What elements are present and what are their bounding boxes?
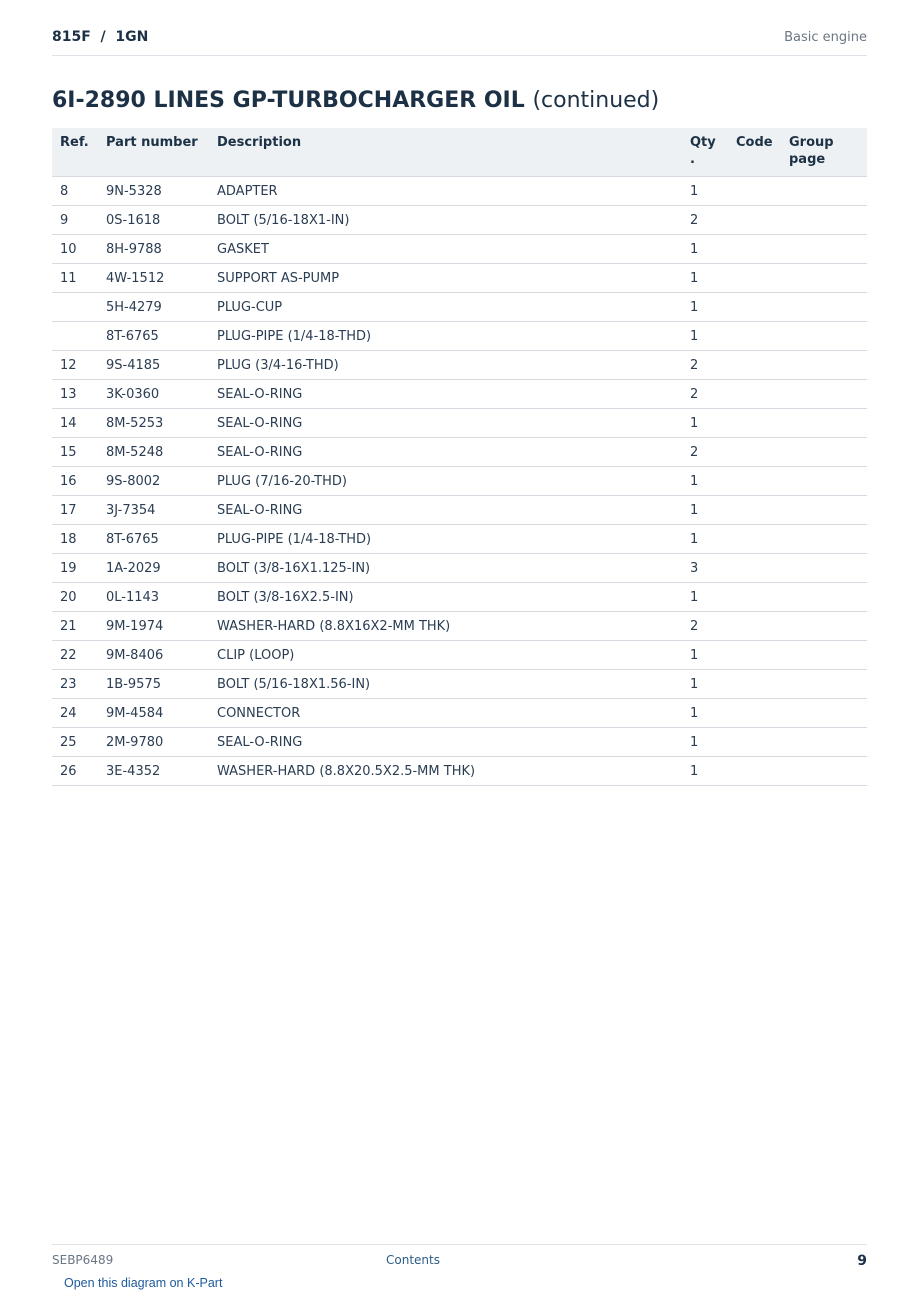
cell-code bbox=[728, 496, 781, 525]
cell-description: WASHER-HARD (8.8X16X2-MM THK) bbox=[209, 612, 682, 641]
cell-code bbox=[728, 728, 781, 757]
cell-ref bbox=[52, 293, 98, 322]
cell-code bbox=[728, 438, 781, 467]
table-row bbox=[52, 525, 867, 554]
table-row bbox=[52, 322, 867, 351]
cell-group-page bbox=[781, 380, 867, 409]
cell-description: SEAL-O-RING bbox=[209, 409, 682, 438]
cell-code bbox=[728, 583, 781, 612]
cell-description: PLUG (3/4-16-THD) bbox=[209, 351, 682, 380]
cell-part-number: 8T-6765 bbox=[98, 322, 209, 351]
table-row bbox=[52, 699, 867, 728]
contents-link[interactable]: Contents bbox=[386, 1253, 440, 1267]
cell-ref: 17 bbox=[52, 496, 98, 525]
cell-group-page bbox=[781, 554, 867, 583]
table-row bbox=[52, 641, 867, 670]
cell-qty: 1 bbox=[682, 177, 728, 206]
cell-description: PLUG-PIPE (1/4-18-THD) bbox=[209, 322, 682, 351]
cell-description: SEAL-O-RING bbox=[209, 380, 682, 409]
cell-description: PLUG-CUP bbox=[209, 293, 682, 322]
cell-qty: 1 bbox=[682, 525, 728, 554]
table-row bbox=[52, 496, 867, 525]
cell-code bbox=[728, 409, 781, 438]
cell-description: CONNECTOR bbox=[209, 699, 682, 728]
cell-group-page bbox=[781, 409, 867, 438]
cell-code bbox=[728, 235, 781, 264]
section-label: Basic engine bbox=[784, 30, 867, 45]
document-id: SEBP6489 bbox=[52, 1253, 114, 1267]
cell-part-number: 8T-6765 bbox=[98, 525, 209, 554]
col-group-header: Group page bbox=[781, 128, 867, 177]
cell-part-number: 9S-4185 bbox=[98, 351, 209, 380]
cell-ref: 20 bbox=[52, 583, 98, 612]
page-title bbox=[52, 88, 659, 113]
cell-part-number: 1A-2029 bbox=[98, 554, 209, 583]
cell-group-page bbox=[781, 525, 867, 554]
cell-description: PLUG (7/16-20-THD) bbox=[209, 467, 682, 496]
table-row bbox=[52, 583, 867, 612]
page-header bbox=[52, 28, 867, 56]
cell-ref bbox=[52, 322, 98, 351]
cell-ref: 12 bbox=[52, 351, 98, 380]
cell-qty: 1 bbox=[682, 728, 728, 757]
cell-part-number: 5H-4279 bbox=[98, 293, 209, 322]
cell-code bbox=[728, 351, 781, 380]
table-row bbox=[52, 554, 867, 583]
cell-qty: 1 bbox=[682, 757, 728, 786]
kpart-diagram-link[interactable]: Open this diagram on K-Part bbox=[64, 1276, 223, 1290]
cell-part-number: 3E-4352 bbox=[98, 757, 209, 786]
cell-group-page bbox=[781, 583, 867, 612]
cell-description: SEAL-O-RING bbox=[209, 438, 682, 467]
col-code-header: Code bbox=[728, 128, 781, 177]
page-footer bbox=[52, 1244, 867, 1273]
cell-ref: 13 bbox=[52, 380, 98, 409]
cell-group-page bbox=[781, 496, 867, 525]
cell-part-number: 9M-1974 bbox=[98, 612, 209, 641]
cell-description: CLIP (LOOP) bbox=[209, 641, 682, 670]
cell-code bbox=[728, 670, 781, 699]
cell-part-number: 9M-4584 bbox=[98, 699, 209, 728]
table-row bbox=[52, 177, 867, 206]
cell-part-number: 8M-5248 bbox=[98, 438, 209, 467]
table-row bbox=[52, 206, 867, 235]
cell-group-page bbox=[781, 699, 867, 728]
parts-table bbox=[52, 128, 867, 786]
cell-ref: 11 bbox=[52, 264, 98, 293]
cell-code bbox=[728, 380, 781, 409]
cell-part-number: 3J-7354 bbox=[98, 496, 209, 525]
cell-qty: 1 bbox=[682, 496, 728, 525]
table-row bbox=[52, 293, 867, 322]
cell-ref: 16 bbox=[52, 467, 98, 496]
cell-ref: 21 bbox=[52, 612, 98, 641]
col-qty-header: Qty . bbox=[682, 128, 728, 177]
cell-qty: 1 bbox=[682, 293, 728, 322]
cell-qty: 2 bbox=[682, 351, 728, 380]
cell-ref: 19 bbox=[52, 554, 98, 583]
cell-group-page bbox=[781, 728, 867, 757]
cell-qty: 1 bbox=[682, 699, 728, 728]
cell-description: WASHER-HARD (8.8X20.5X2.5-MM THK) bbox=[209, 757, 682, 786]
cell-group-page bbox=[781, 322, 867, 351]
cell-group-page bbox=[781, 177, 867, 206]
cell-qty: 3 bbox=[682, 554, 728, 583]
col-desc-header: Description bbox=[209, 128, 682, 177]
table-row bbox=[52, 438, 867, 467]
cell-description: BOLT (5/16-18X1-IN) bbox=[209, 206, 682, 235]
cell-code bbox=[728, 525, 781, 554]
cell-qty: 2 bbox=[682, 612, 728, 641]
cell-part-number: 8H-9788 bbox=[98, 235, 209, 264]
cell-qty: 1 bbox=[682, 641, 728, 670]
cell-qty: 1 bbox=[682, 409, 728, 438]
cell-part-number: 9S-8002 bbox=[98, 467, 209, 496]
cell-qty: 2 bbox=[682, 206, 728, 235]
cell-description: ADAPTER bbox=[209, 177, 682, 206]
model-label: 815F / 1GN bbox=[52, 29, 149, 45]
cell-part-number: 0L-1143 bbox=[98, 583, 209, 612]
table-row bbox=[52, 757, 867, 786]
cell-group-page bbox=[781, 612, 867, 641]
cell-code bbox=[728, 554, 781, 583]
cell-qty: 1 bbox=[682, 583, 728, 612]
cell-group-page bbox=[781, 467, 867, 496]
cell-ref: 15 bbox=[52, 438, 98, 467]
title-main: 6I-2890 LINES GP-TURBOCHARGER OIL bbox=[52, 88, 525, 113]
cell-part-number: 1B-9575 bbox=[98, 670, 209, 699]
cell-ref: 14 bbox=[52, 409, 98, 438]
cell-ref: 10 bbox=[52, 235, 98, 264]
cell-part-number: 8M-5253 bbox=[98, 409, 209, 438]
cell-description: BOLT (3/8-16X1.125-IN) bbox=[209, 554, 682, 583]
cell-part-number: 3K-0360 bbox=[98, 380, 209, 409]
table-row bbox=[52, 670, 867, 699]
cell-description: SEAL-O-RING bbox=[209, 496, 682, 525]
cell-ref: 23 bbox=[52, 670, 98, 699]
cell-code bbox=[728, 467, 781, 496]
cell-description: SEAL-O-RING bbox=[209, 728, 682, 757]
cell-code bbox=[728, 264, 781, 293]
table-row bbox=[52, 351, 867, 380]
cell-group-page bbox=[781, 438, 867, 467]
cell-qty: 1 bbox=[682, 467, 728, 496]
table-row bbox=[52, 467, 867, 496]
cell-description: GASKET bbox=[209, 235, 682, 264]
col-part-header: Part number bbox=[98, 128, 209, 177]
cell-group-page bbox=[781, 351, 867, 380]
cell-code bbox=[728, 177, 781, 206]
table-header-row bbox=[52, 128, 867, 177]
cell-qty: 2 bbox=[682, 380, 728, 409]
cell-ref: 9 bbox=[52, 206, 98, 235]
cell-part-number: 2M-9780 bbox=[98, 728, 209, 757]
table-row bbox=[52, 380, 867, 409]
cell-qty: 1 bbox=[682, 264, 728, 293]
table-row bbox=[52, 264, 867, 293]
cell-code bbox=[728, 757, 781, 786]
cell-code bbox=[728, 641, 781, 670]
cell-group-page bbox=[781, 206, 867, 235]
cell-code bbox=[728, 206, 781, 235]
table-row bbox=[52, 728, 867, 757]
cell-group-page bbox=[781, 757, 867, 786]
cell-part-number: 9M-8406 bbox=[98, 641, 209, 670]
cell-qty: 1 bbox=[682, 670, 728, 699]
cell-qty: 1 bbox=[682, 322, 728, 351]
cell-code bbox=[728, 699, 781, 728]
cell-ref: 25 bbox=[52, 728, 98, 757]
cell-ref: 18 bbox=[52, 525, 98, 554]
cell-code bbox=[728, 612, 781, 641]
cell-group-page bbox=[781, 235, 867, 264]
cell-group-page bbox=[781, 293, 867, 322]
cell-description: SUPPORT AS-PUMP bbox=[209, 264, 682, 293]
cell-part-number: 9N-5328 bbox=[98, 177, 209, 206]
cell-description: BOLT (5/16-18X1.56-IN) bbox=[209, 670, 682, 699]
cell-ref: 8 bbox=[52, 177, 98, 206]
cell-group-page bbox=[781, 670, 867, 699]
cell-group-page bbox=[781, 264, 867, 293]
table-row bbox=[52, 235, 867, 264]
cell-qty: 1 bbox=[682, 235, 728, 264]
cell-description: BOLT (3/8-16X2.5-IN) bbox=[209, 583, 682, 612]
cell-description: PLUG-PIPE (1/4-18-THD) bbox=[209, 525, 682, 554]
cell-ref: 26 bbox=[52, 757, 98, 786]
cell-code bbox=[728, 293, 781, 322]
table-row bbox=[52, 612, 867, 641]
title-suffix: (continued) bbox=[532, 88, 660, 113]
cell-group-page bbox=[781, 641, 867, 670]
cell-part-number: 4W-1512 bbox=[98, 264, 209, 293]
table-row bbox=[52, 409, 867, 438]
page-number: 9 bbox=[857, 1253, 867, 1269]
col-ref-header: Ref. bbox=[52, 128, 98, 177]
cell-ref: 22 bbox=[52, 641, 98, 670]
cell-part-number: 0S-1618 bbox=[98, 206, 209, 235]
cell-qty: 2 bbox=[682, 438, 728, 467]
cell-ref: 24 bbox=[52, 699, 98, 728]
cell-code bbox=[728, 322, 781, 351]
